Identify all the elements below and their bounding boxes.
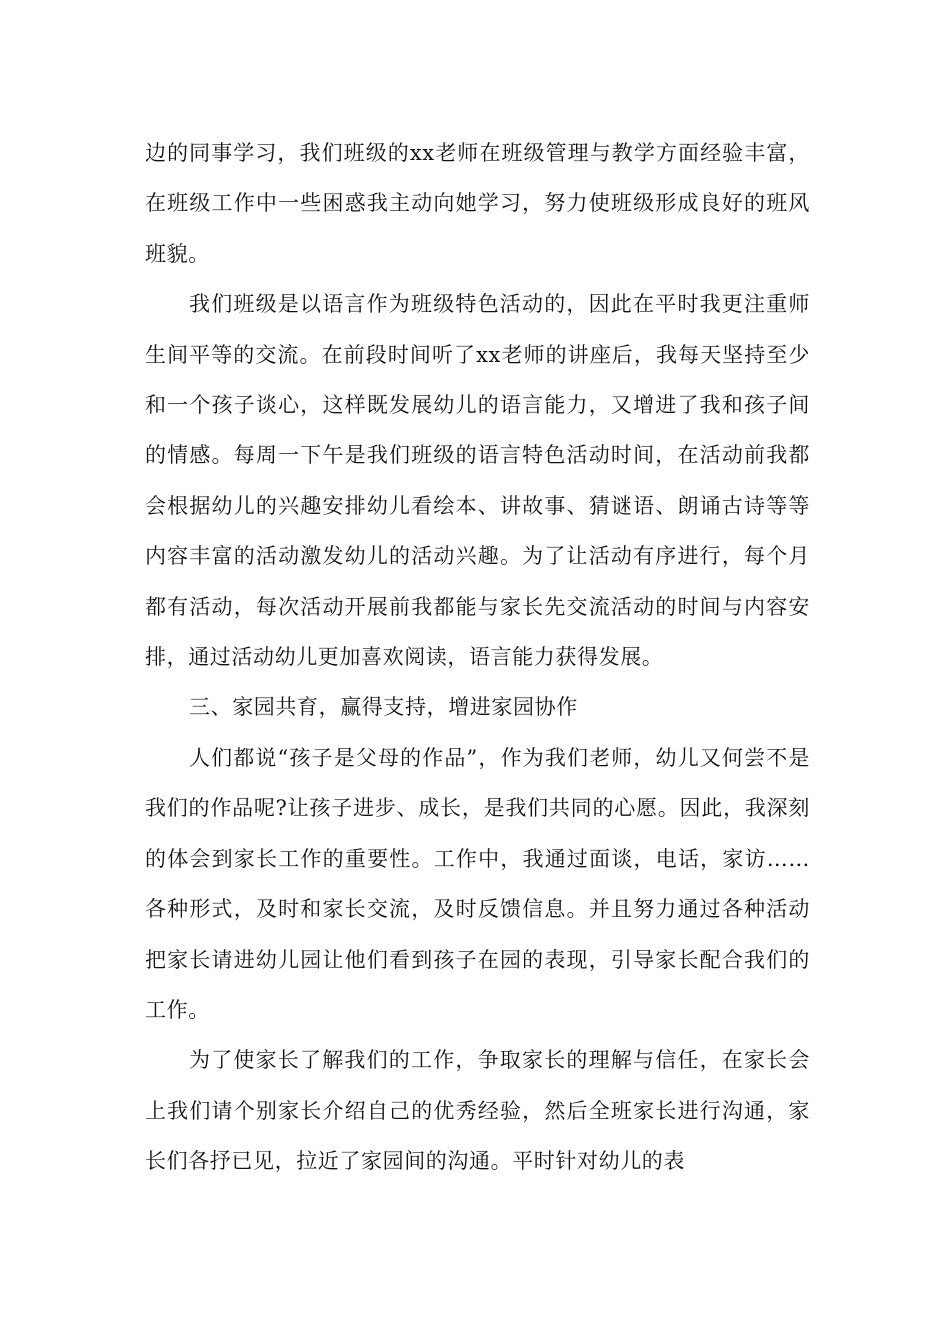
- paragraph-continuation: 边的同事学习，我们班级的xx老师在班级管理与教学方面经验丰富，在班级工作中一些困惑我主动向她学习，努力使班级形成良好的班风班貌。: [145, 141, 810, 266]
- paragraph-parent-meeting: 为了使家长了解我们的工作，争取家长的理解与信任，在家长会上我们请个别家长介绍自己的优秀经验，然后全班家长进行沟通，家长们各抒已见，拉近了家园间的沟通。平时针对幼儿的表: [145, 1048, 810, 1174]
- section-heading: 三、家园共育，赢得支持，增进家园协作: [189, 695, 578, 720]
- paragraph-parent-work: 人们都说“孩子是父母的作品”，作为我们老师，幼儿又何尝不是我们的作品呢?让孩子进步、成长，是我们共同的心愿。因此，我深刻的体会到家长工作的重要性。工作中，我通过面谈，电话，家访……各种形式，及时和家长交流，及时反馈信息。并且努力通过各种活动把家长请进幼儿园让他们看到孩子在园的表现，引导家长配合我们的工作。: [145, 745, 810, 1022]
- paragraph-language-activities: 我们班级是以语言作为班级特色活动的，因此在平时我更注重师生间平等的交流。在前段时间听了xx老师的讲座后，我每天坚持至少和一个孩子谈心，这样既发展幼儿的语言能力，又增进了我和孩子间的情感。每周一下午是我们班级的语言特色活动时间，在活动前我都会根据幼儿的兴趣安排幼儿看绘本、讲故事、猜谜语、朗诵古诗等等内容丰富的活动激发幼儿的活动兴趣。为了让活动有序进行，每个月都有活动，每次活动开展前我都能与家长先交流活动的时间与内容安排，通过活动幼儿更加喜欢阅读，语言能力获得发展。: [145, 292, 810, 670]
- document-body: [145, 128, 810, 1187]
